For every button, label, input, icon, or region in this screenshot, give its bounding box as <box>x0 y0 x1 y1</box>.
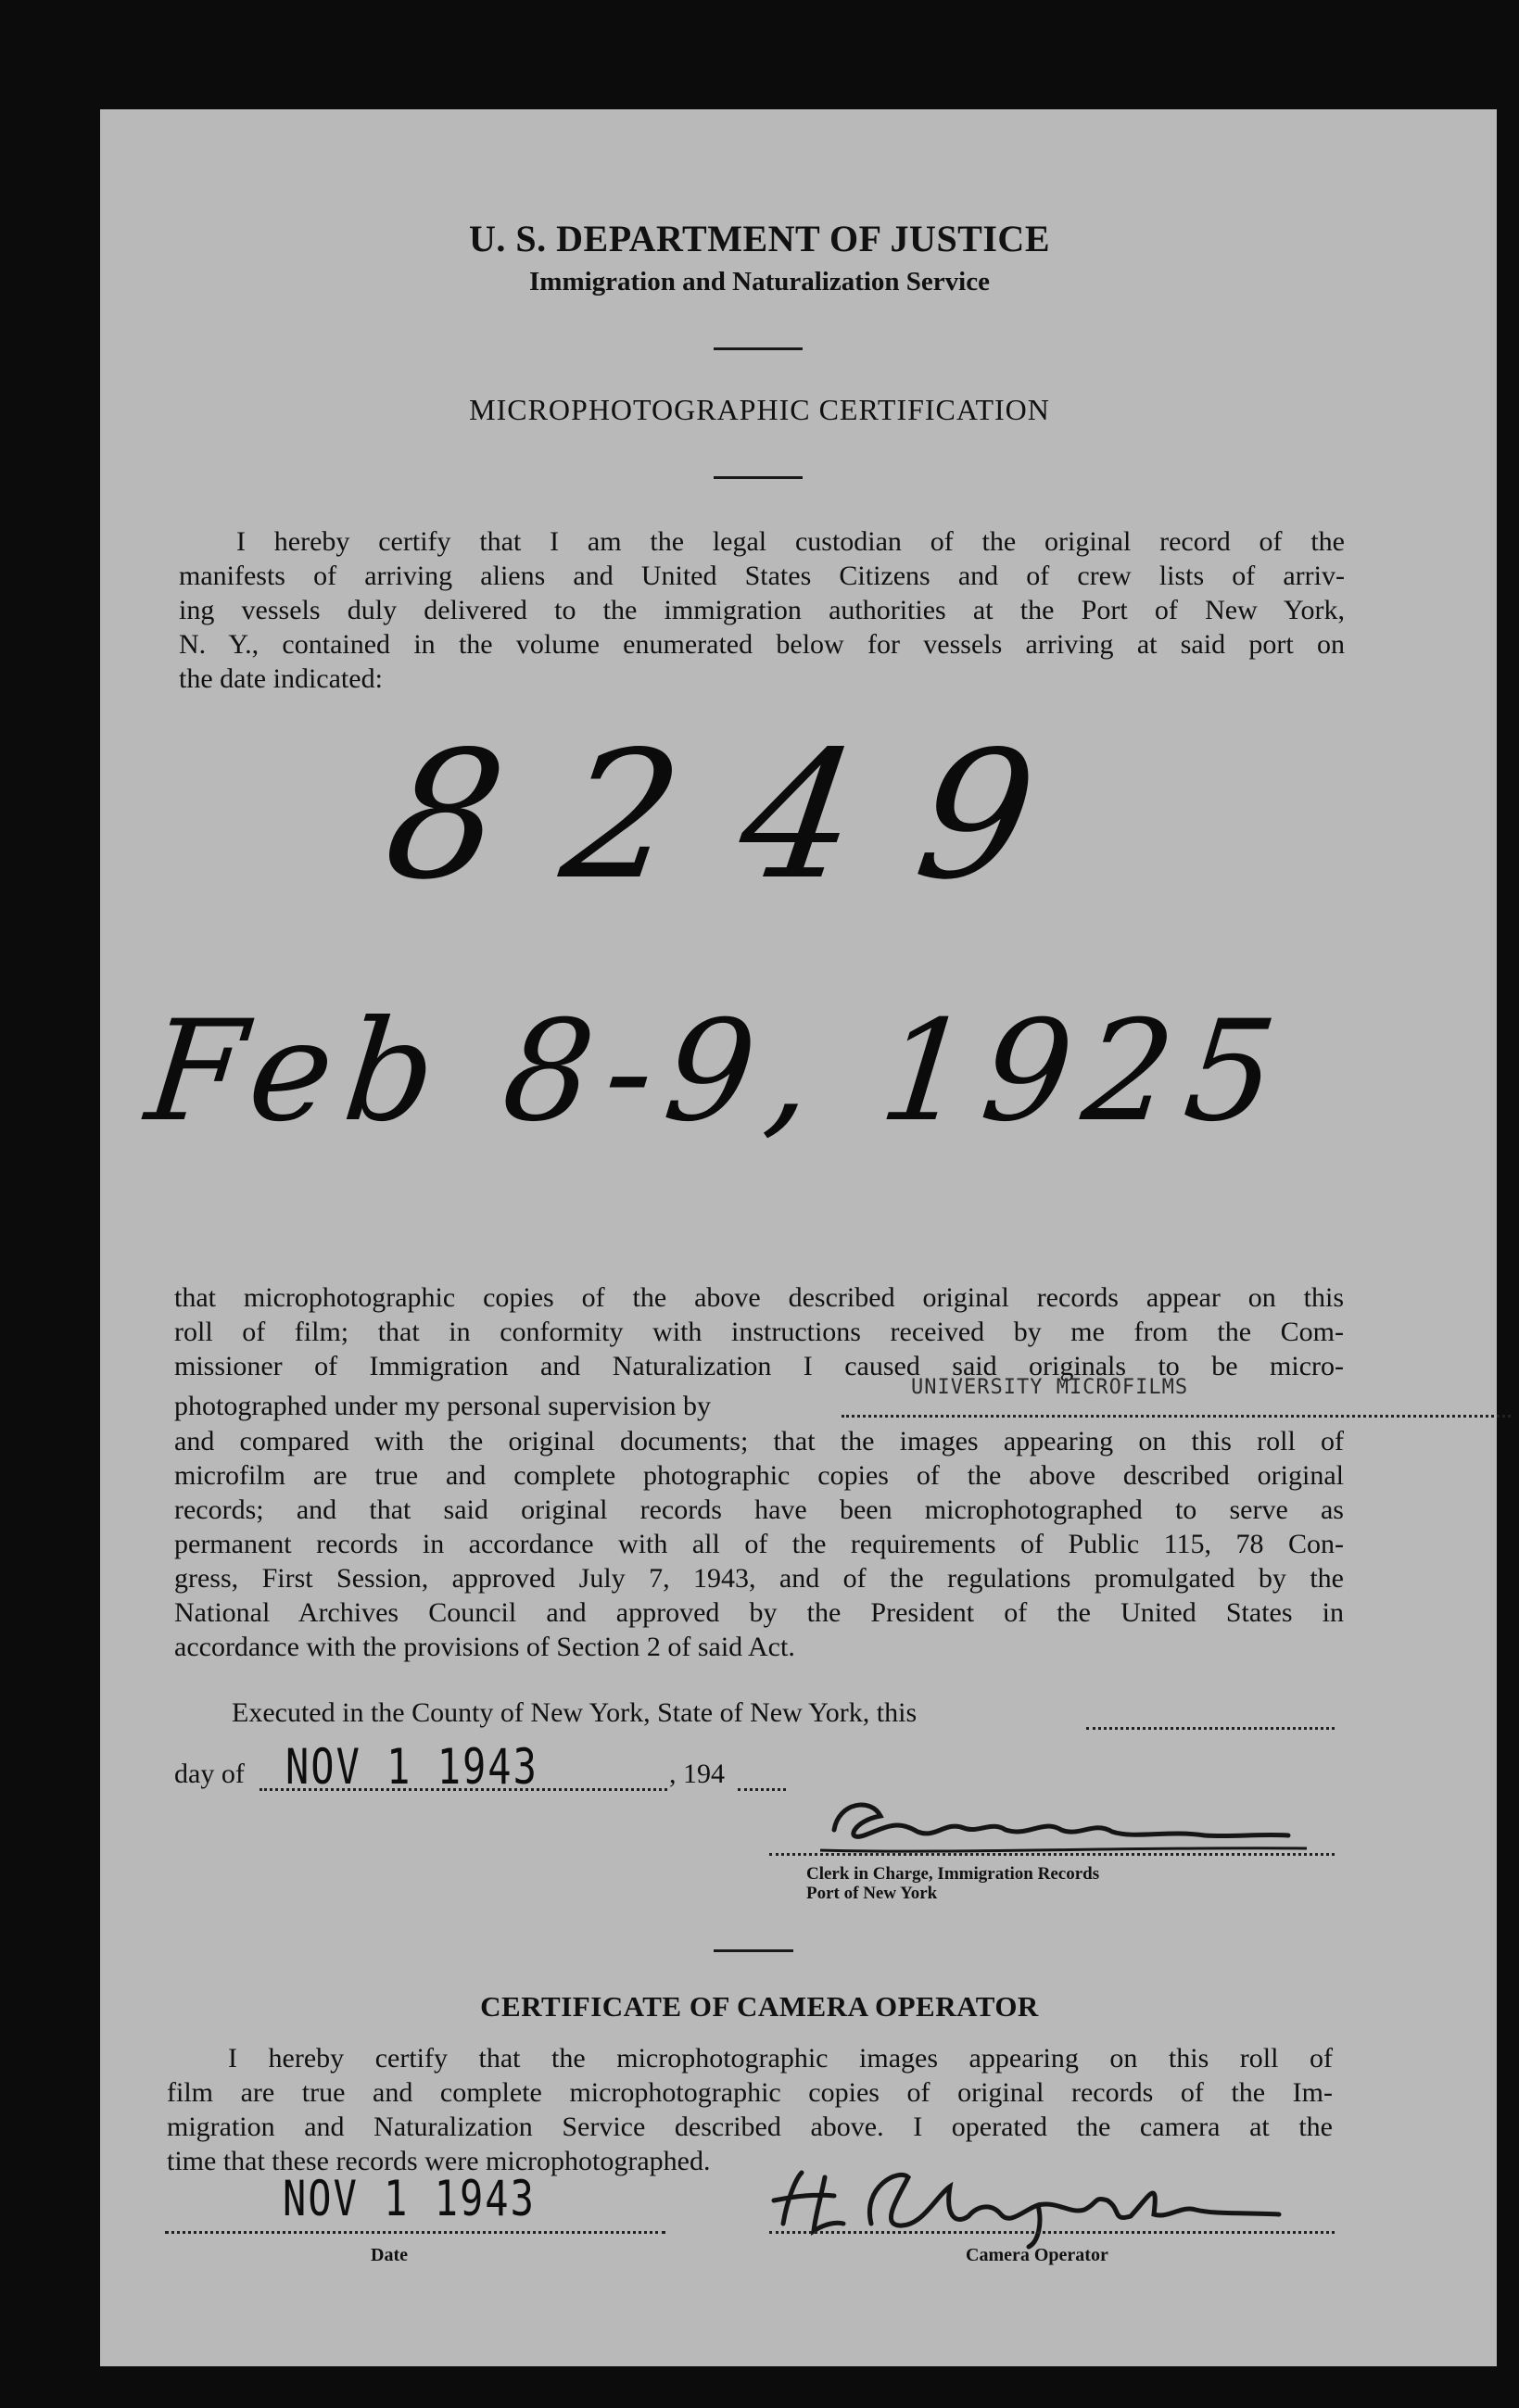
body-line: National Archives Council and approved by the President of the United States in <box>174 1597 1344 1628</box>
intro-line: manifests of arriving aliens and United States Citizens and of crew lists of arriv- <box>179 561 1345 591</box>
clerk-signature <box>816 1793 1316 1867</box>
executed-fill-line <box>1086 1727 1335 1730</box>
camera-operator-signature <box>760 2159 1335 2242</box>
camera-date-stamp: NOV 1 1943 <box>283 2170 536 2227</box>
divider <box>714 1949 793 1952</box>
supervision-prefix: photographed under my personal supervision by <box>174 1391 712 1421</box>
body-line: records; and that said original records have been microphotographed to serve as <box>174 1494 1344 1525</box>
body-line: that microphotographic copies of the above described original records appear on this <box>174 1282 1344 1313</box>
divider <box>714 347 803 350</box>
camera-line: I hereby certify that the microphotographic images appearing on this roll of <box>228 2043 1333 2074</box>
date-label: Date <box>371 2245 408 2265</box>
intro-line: I hereby certify that I am the legal custodian of the original record of the <box>236 526 1345 557</box>
year-fill-line <box>738 1788 786 1791</box>
intro-line: ing vessels duly delivered to the immigration authorities at the Port of New York, <box>179 595 1345 625</box>
day-of-label: day of <box>174 1759 245 1789</box>
supervision-line <box>174 1376 1344 1424</box>
executed-statement: Executed in the County of New York, State of New York, this <box>232 1697 918 1728</box>
department-heading: U. S. DEPARTMENT OF JUSTICE <box>469 218 1050 259</box>
service-subheading: Immigration and Naturalization Service <box>529 267 990 296</box>
body-line: permanent records in accordance with all of the requirements of Public 115, 78 Con- <box>174 1529 1344 1559</box>
intro-line: the date indicated: <box>179 663 383 694</box>
divider <box>714 476 803 479</box>
intro-line: N. Y., contained in the volume enumerated below for vessels arriving at said port on <box>179 629 1345 660</box>
body-line: and compared with the original documents; that the images appearing on this roll of <box>174 1426 1344 1456</box>
camera-operator-line <box>769 2231 1335 2234</box>
body-line: microfilm are true and complete photographic copies of the above described original <box>174 1460 1344 1491</box>
handwritten-date: Feb 8-9, 1925 <box>139 991 1297 1153</box>
date-stamp: NOV 1 1943 <box>285 1738 538 1796</box>
supervisor-typed-name: UNIVERSITY MICROFILMS <box>911 1376 1189 1399</box>
camera-line: time that these records were microphotographed. <box>167 2146 711 2176</box>
certification-title: MICROPHOTOGRAPHIC CERTIFICATION <box>469 393 1050 426</box>
body-line: missioner of Immigration and Naturalization I caused said originals to be micro- <box>174 1351 1344 1381</box>
handwritten-volume-number: 8249 <box>374 713 1112 918</box>
camera-line: film are true and complete microphotographic copies of original records of the Im- <box>167 2077 1333 2108</box>
body-line: gress, First Session, approved July 7, 1943, and of the regulations promulgated by the <box>174 1563 1344 1594</box>
body-line: accordance with the provisions of Section 2 of said Act. <box>174 1632 795 1662</box>
camera-certificate-title: CERTIFICATE OF CAMERA OPERATOR <box>480 1990 1039 2023</box>
clerk-location: Port of New York <box>806 1884 938 1903</box>
intro-paragraph <box>179 524 1345 696</box>
camera-paragraph <box>167 2041 1333 2178</box>
year-label: , 194 <box>669 1759 725 1789</box>
camera-line: migration and Naturalization Service described above. I operated the camera at the <box>167 2112 1333 2142</box>
clerk-title: Clerk in Charge, Immigration Records <box>806 1864 1100 1884</box>
clerk-signature-line <box>769 1853 1335 1856</box>
document-sheet <box>100 109 1497 2366</box>
camera-date-line <box>165 2231 665 2234</box>
body-paragraph <box>174 1280 1344 1664</box>
camera-operator-label: Camera Operator <box>966 2245 1108 2265</box>
body-line: roll of film; that in conformity with instructions received by me from the Com- <box>174 1317 1344 1347</box>
supervisor-fill-line <box>842 1415 1511 1418</box>
